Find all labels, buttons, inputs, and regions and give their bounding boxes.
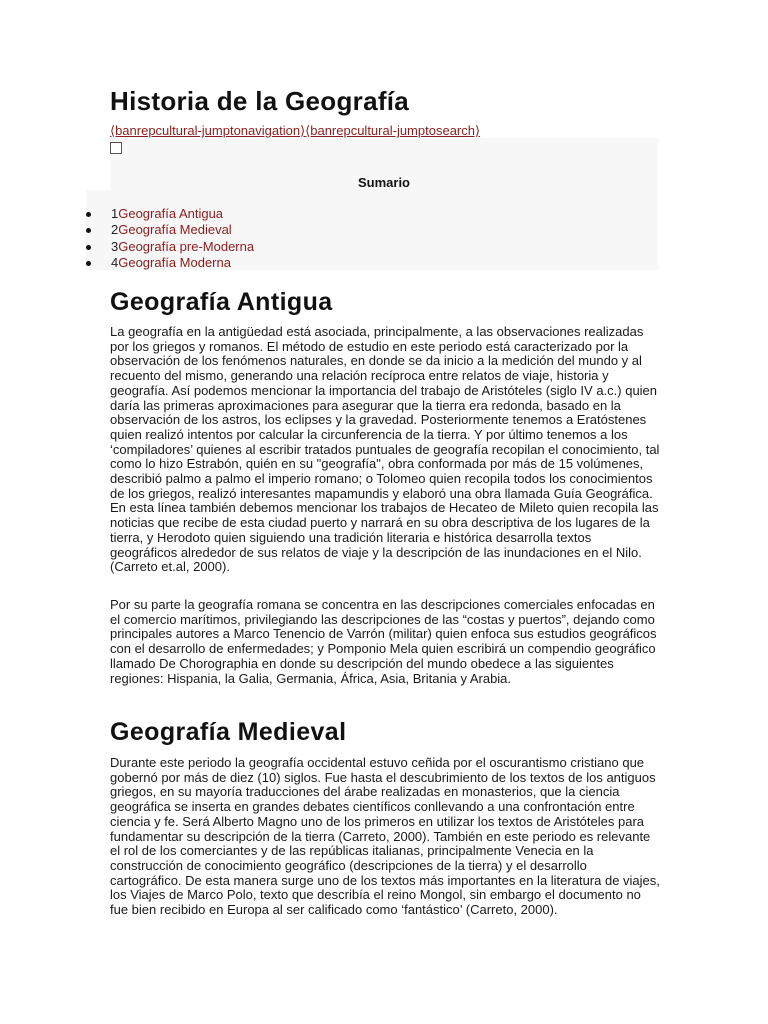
- skip-links: [110, 123, 480, 139]
- paragraph-medieval-1: Durante este periodo la geografía occidental estuvo ceñida por el oscurantismo cristiano que gobernó por más de diez (10) siglos. Fue hasta el descubrimiento de los textos de los antiguos griegos, en su mayoría traducciones del árabe realizadas en monasterios, que la ciencia geográfica se inserta en grandes debates científicos conllevando a una confrontación entre ciencia y fe. Será Alberto Magno uno de los primeros en utilizar los textos de Aristóteles para fundamentar su descripción de la tierra (Carreto, 2000). También en este periodo es relevante el rol de los comerciantes y de las repúblicas italianas, principalmente Venecia en la construcción de conocimiento geográfico (descripciones de la tierra) y el desarrollo cartográfico. De esta manera surge uno de los textos más importantes en la literatura de viajes, los Viajes de Marco Polo, texto que describía el reino Mongol, sin embargo el documento no fue bien recibido en Europa al ser calificado como ‘fantástico’ (Carreto, 2000).: [110, 755, 660, 918]
- toc-item: [86, 222, 254, 238]
- toc-item-number: 3: [111, 238, 119, 254]
- toc-item-number: 1: [111, 206, 119, 221]
- toc-item: [86, 255, 254, 271]
- paragraph-antigua-2: Por su parte la geografía romana se concentra en las descripciones comerciales enfocadas en el comercio marítimos, privilegiando las descripciones de las “costas y puertos”, dejando como principales autores a Marco Tenencio de Varrón (militar) quien enfoca sus estudios geográficos con el desarrollo de enfermedades; y Pomponio Mela quien escribirá un compendio geográfico llamado De Chorographia en donde su descripción del mundo obedece a las siguientes regiones: Hispania, la Galia, Germania, África, Asia, Britania y Arabia.: [110, 597, 657, 686]
- section-heading-antigua: Geografía Antigua: [110, 288, 333, 316]
- toc-toggle-checkbox[interactable]: [110, 142, 122, 154]
- bullet-icon: [86, 228, 91, 233]
- section-heading-medieval: Geografía Medieval: [110, 718, 347, 746]
- page-title: Historia de la Geografía: [110, 86, 410, 116]
- jump-to-navigation-link[interactable]: ⟨banrepcultural-jumptonavigation⟩: [110, 123, 306, 138]
- toc-item-number: 2: [111, 222, 119, 238]
- toc-item: [86, 206, 254, 222]
- jump-to-search-link[interactable]: ⟨banrepcultural-jumptosearch⟩: [305, 123, 481, 138]
- toc-link-geografia-pre-moderna[interactable]: Geografía pre-Moderna: [118, 238, 255, 254]
- toc-link-geografia-medieval[interactable]: Geografía Medieval: [118, 222, 232, 238]
- paragraph-antigua-1: La geografía en la antigüedad está asociada, principalmente, a las observaciones realizadas por los griegos y romanos. El método de estudio en este periodo está caracterizado por la observación de los fenómenos naturales, en donde se da inicio a la medición del mundo y al recuento del mismo, generando una relación recíproca entre relatos de viaje, historia y geografía. Así podemos mencionar la importancia del trabajo de Aristóteles (siglo IV a.c.) quien daría las primeras aproximaciones para asegurar que la tierra era redonda, basado en la observación de los astros, los eclipses y la gravedad. Posteriormente tenemos a Eratóstenes quien realizó intentos por calcular la circunferencia de la tierra. Y por último tenemos a los ‘compiladores’ quienes al escribir tratados puntuales de geografía recopilan el conocimiento, tal como lo hizo Estrabón, quién en su "geografía", obra conformada por más de 15 volúmenes, describió palmo a palmo el imperio romano; o Tolomeo quien recopila todos los conocimientos de los griegos, realizó interesantes mapamundis y elaboró una obra llamada Guía Geográfica. En esta línea también debemos mencionar los trabajos de Hecateo de Mileto quien recopila las noticias que recibe de esta ciudad puerto y narrará en su obra descriptiva de los lugares de la tierra, y Herodoto quien siguiendo una tradición literaria e histórica desarrolla textos geográficos alrededor de sus relatos de viaje y la descripción de las inundaciones en el Nilo. (Carreto et.al, 2000).: [110, 324, 660, 575]
- toc-list: [86, 206, 254, 271]
- toc-title: Sumario: [357, 175, 410, 190]
- bullet-icon: [86, 261, 91, 266]
- toc-item: [86, 239, 254, 255]
- toc-link-geografia-moderna[interactable]: Geografía Moderna: [118, 254, 231, 270]
- bullet-icon: [86, 245, 91, 250]
- toc-link-geografia-antigua[interactable]: Geografía Antigua: [118, 206, 224, 221]
- toc-item-number: 4: [111, 254, 119, 270]
- bullet-icon: [86, 212, 91, 217]
